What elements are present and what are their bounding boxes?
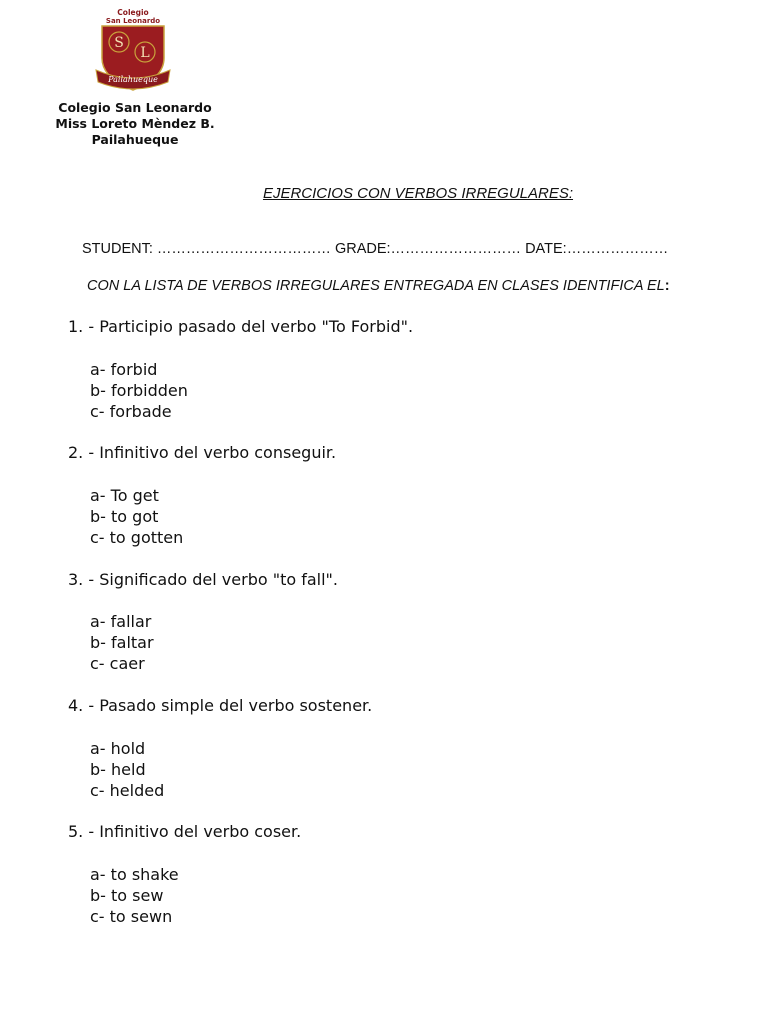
option-4a: a- hold bbox=[90, 739, 146, 758]
crest-ribbon-text: Pailahueque bbox=[108, 75, 158, 84]
option-4c: c- helded bbox=[90, 781, 165, 800]
school-town: Pailahueque bbox=[91, 132, 179, 147]
option-5a: a- to shake bbox=[90, 865, 179, 884]
school-name: Colegio San Leonardo bbox=[58, 100, 212, 115]
instruction-colon: : bbox=[664, 278, 670, 294]
option-2b: b- to got bbox=[90, 507, 159, 526]
worksheet-title: EJERCICIOS CON VERBOS IRREGULARES: bbox=[262, 185, 574, 202]
crest-initial-l: L bbox=[140, 45, 150, 61]
question-3-options bbox=[90, 611, 154, 674]
crest-icon bbox=[90, 6, 176, 96]
option-3a: a- fallar bbox=[90, 612, 152, 631]
option-1c: c- forbade bbox=[90, 402, 172, 421]
instruction-text bbox=[87, 278, 670, 294]
option-5c: c- to sewn bbox=[90, 907, 173, 926]
question-1-options bbox=[90, 359, 188, 422]
question-4: 4. - Pasado simple del verbo sostener. bbox=[68, 696, 373, 715]
student-info-line: STUDENT: ……………………………… GRADE:……………………… DATE:………………… bbox=[82, 241, 669, 257]
school-header bbox=[40, 100, 230, 148]
question-5: 5. - Infinitivo del verbo coser. bbox=[68, 822, 302, 841]
option-4b: b- held bbox=[90, 760, 146, 779]
question-2: 2. - Infinitivo del verbo conseguir. bbox=[68, 443, 337, 462]
option-1a: a- forbid bbox=[90, 360, 158, 379]
question-4-options bbox=[90, 738, 164, 801]
option-2c: c- to gotten bbox=[90, 528, 184, 547]
question-2-options bbox=[90, 485, 183, 548]
crest-initial-s: S bbox=[114, 35, 124, 51]
question-3: 3. - Significado del verbo "to fall". bbox=[68, 570, 338, 589]
teacher-name: Miss Loreto Mèndez B. bbox=[55, 116, 215, 131]
school-crest-logo bbox=[90, 6, 176, 96]
crest-top-text-2: San Leonardo bbox=[105, 17, 161, 25]
question-1: 1. - Participio pasado del verbo "To Forbid". bbox=[68, 317, 414, 336]
instruction-body: CON LA LISTA DE VERBOS IRREGULARES ENTREGADA EN CLASES IDENTIFICA EL bbox=[87, 278, 665, 294]
option-2a: a- To get bbox=[90, 486, 159, 505]
question-5-options bbox=[90, 864, 179, 927]
option-5b: b- to sew bbox=[90, 886, 164, 905]
option-3b: b- faltar bbox=[90, 633, 154, 652]
crest-top-text: Colegio bbox=[117, 8, 149, 17]
option-1b: b- forbidden bbox=[90, 381, 188, 400]
option-3c: c- caer bbox=[90, 654, 145, 673]
